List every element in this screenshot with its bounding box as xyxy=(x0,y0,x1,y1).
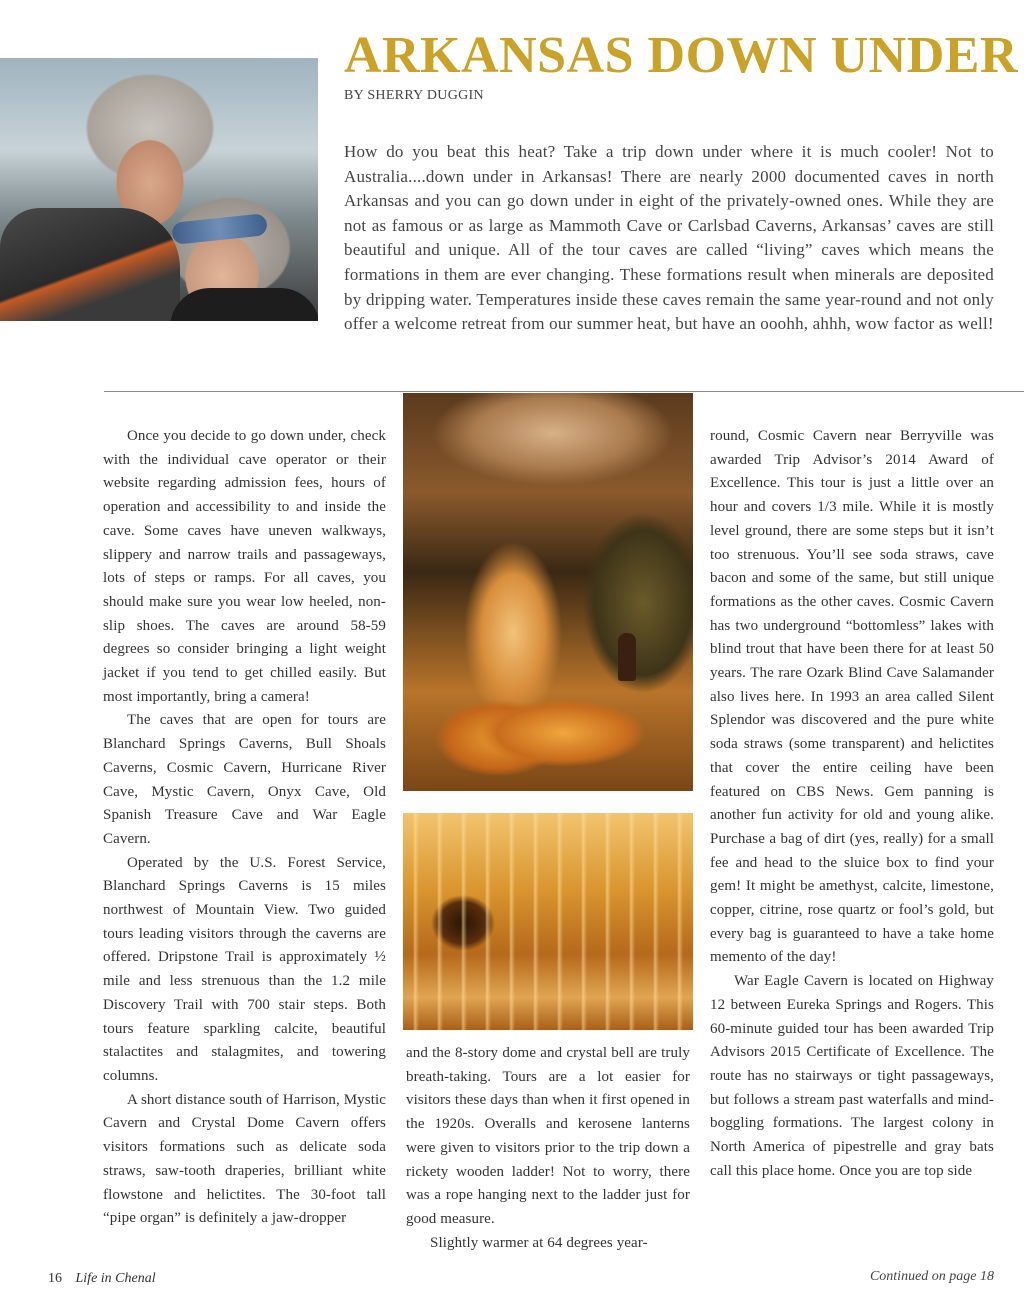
page-number: 16 xyxy=(48,1271,62,1286)
article-title: ARKANSAS DOWN UNDER xyxy=(344,27,1018,84)
photo-detail xyxy=(170,288,318,321)
cave-passage-photo xyxy=(403,393,693,791)
cave-formations-photo xyxy=(403,813,693,1030)
photo-detail xyxy=(171,213,268,245)
photo-detail xyxy=(0,208,180,321)
paragraph: round, Cosmic Cavern near Berryville was awarded Trip Advisor’s 2014 Award of Excellence. This tour is just a little over an hour and covers 1/3 mile. While it is mostly level ground, there are some steps but it isn’t too strenuous. You’ll see soda straws, cave bacon and some of the same, but still unique formations as the other caves. Cosmic Cavern has two underground “bottomless” lakes with blind trout that have been there for at least 50 years. The rare Ozark Blind Cave Salamander also lives here. In 1993 an area called Silent Splendor was discovered and the pure white soda straws (some transparent) and helictites that cover the entire ceiling have been featured on CBS News. Gem panning is another fun activity for old and young alike. Purchase a bag of dirt (yes, really) for a small fee and head to the sluice box to find your gem! It might be amethyst, calcite, limestone, copper, citrine, rose quartz or fool’s gold, but every bag is guaranteed to have a take home memento of the day! xyxy=(710,428,994,966)
photo-detail xyxy=(618,633,636,681)
paragraph: The caves that are open for tours are Blanchard Springs Caverns, Bull Shoals Caverns, Cosmic Cavern, Hurricane River Cave, Mystic Cavern, Onyx Cave, Old Spanish Treasure Cave and War Eagle Cavern. xyxy=(103,712,386,847)
column-right xyxy=(710,425,994,1184)
section-divider xyxy=(104,391,1024,392)
article-byline: BY SHERRY DUGGIN xyxy=(344,88,484,103)
page-footer xyxy=(48,1271,156,1287)
paragraph: A short distance south of Harrison, Mystic Cavern and Crystal Dome Cavern offers visitors formations such as delicate soda straws, saw-tooth draperies, brilliant white flowstone and helictites. The 30-foot tall “pipe organ” is definitely a jaw-dropper xyxy=(103,1091,386,1227)
column-middle xyxy=(406,1042,690,1255)
paragraph: Operated by the U.S. Forest Service, Blanchard Springs Caverns is 15 miles northwest of Mountain View. Two guided tours leading visitors through the caverns are offered. Dripstone Trail is approximately ½ mile and less strenuous than the 1.2 mile Discovery Trail with 700 stair steps. Both tours feature sparkling calcite, beautiful stalactites and stalagmites, and towering columns. xyxy=(103,854,386,1084)
paragraph: Slightly warmer at 64 degrees year- xyxy=(430,1234,648,1251)
paragraph: and the 8-story dome and crystal bell are truly breath-taking. Tours are a lot easier for visitors these days than when it first opened in the 1920s. Overalls and kerosene lanterns were given to visitors prior to the trip down a rickety wooden ladder! Not to worry, there was a rope hanging next to the ladder just for good measure. xyxy=(406,1045,690,1227)
article-intro: How do you beat this heat? Take a trip down under where it is much cooler! Not to Australia....down under in Arkansas! There are nearly 2000 documented caves in north Arkansas and you can go down under in eight of the privately-owned ones. While they are not as famous or as large as Mammoth Cave or Carlsbad Caverns, Arkansas’ caves are still beautiful and unique. All of the tour caves are called “living” caves which means the formations in them are ever changing. These formations result when minerals are deposited by dripping water. Temperatures inside these caves remain the same year-round and not only offer a welcome retreat from our summer heat, but have an ooohh, ahhh, wow factor as well! xyxy=(344,142,994,334)
photo-detail xyxy=(463,693,693,791)
paragraph: Once you decide to go down under, check with the individual cave operator or their website regarding admission fees, hours of operation and accessibility to and inside the cave. Some caves have uneven walkways, slippery and narrow trails and passageways, lots of steps or ramps. For all caves, you should make sure you wear low heeled, non-slip shoes. The caves are around 58-59 degrees so consider bringing a light weight jacket if you tend to get chilled easily. But most importantly, bring a camera! xyxy=(103,428,386,705)
column-left xyxy=(103,425,386,1231)
magazine-name: Life in Chenal xyxy=(75,1271,156,1286)
author-portrait-photo xyxy=(0,58,318,321)
continued-link[interactable]: Continued on page 18 xyxy=(869,1269,994,1284)
paragraph: War Eagle Cavern is located on Highway 12 between Eureka Springs and Rogers. This 60-minute guided tour has been awarded Trip Advisors 2015 Certificate of Excellence. The route has no stairways or tight passageways, but follows a stream past waterfalls and mind-boggling formations. The largest colony in North America of pipestrelle and gray bats call this place home. Once you are top side xyxy=(710,973,994,1179)
